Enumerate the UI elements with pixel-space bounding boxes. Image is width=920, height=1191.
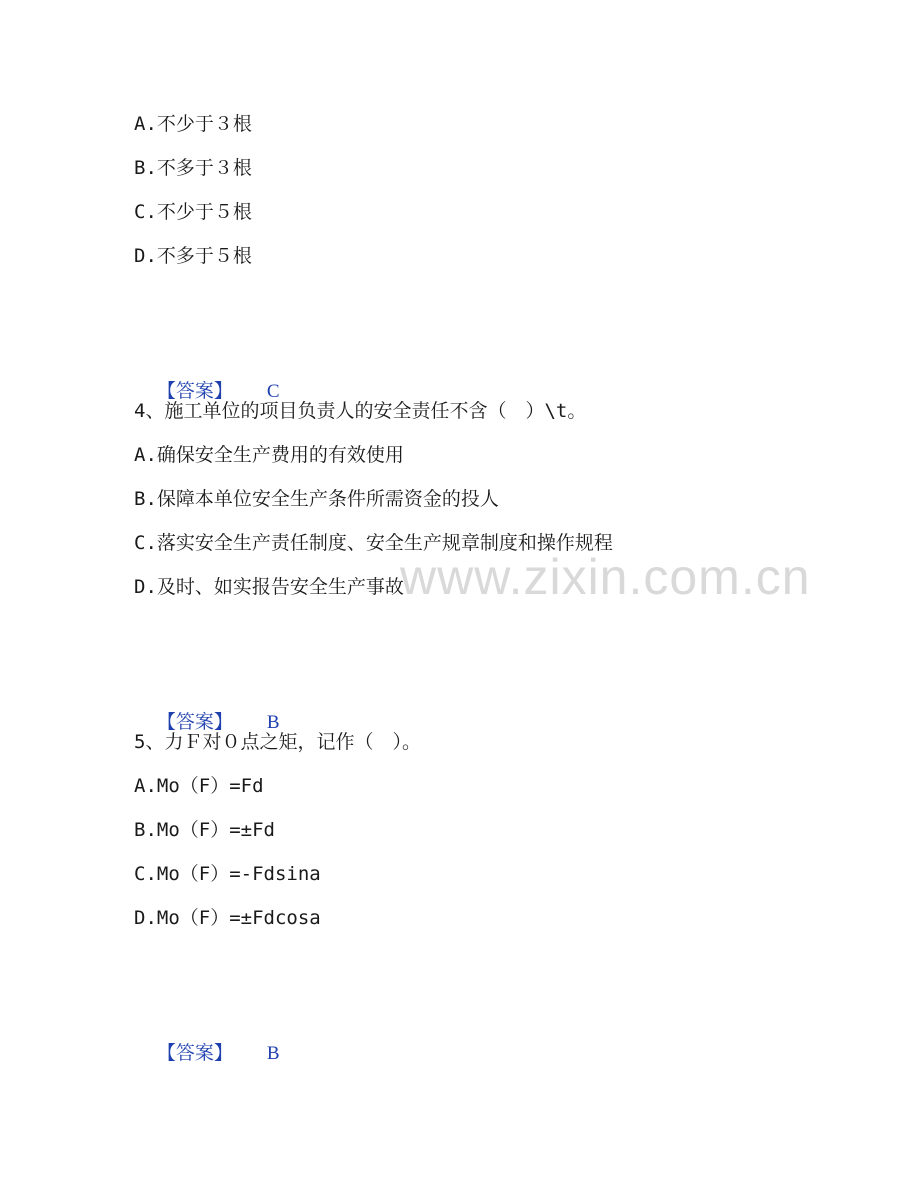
answer-tag: 【答案】 — [156, 380, 233, 402]
q5-stem: 5、力Ｆ对０点之矩，记作（ ）。 — [134, 731, 421, 753]
q4-option-a: A.确保安全生产费用的有效使用 — [134, 444, 404, 466]
answer-tag: 【答案】 — [156, 1042, 233, 1064]
q4-option-c: C.落实安全生产责任制度、安全生产规章制度和操作规程 — [134, 532, 613, 554]
q5-option-b: B.Mo（F）=±Fd — [134, 819, 275, 841]
q3-option-d: D.不多于５根 — [134, 245, 252, 267]
answer-value: B — [266, 1043, 280, 1064]
q5-option-c: C.Mo（F）=-Fdsina — [134, 863, 321, 885]
q3-option-c: C.不少于５根 — [134, 201, 252, 223]
q3-answer — [134, 355, 280, 404]
answer-value: C — [266, 381, 280, 402]
answer-value: B — [266, 712, 280, 733]
q4-stem: 4、施工单位的项目负责人的安全责任不含（ ）\t。 — [134, 400, 587, 422]
q4-answer — [134, 686, 280, 735]
q3-option-b: B.不多于３根 — [134, 157, 252, 179]
q4-option-d: D.及时、如实报告安全生产事故 — [134, 576, 404, 598]
q5-answer — [134, 1017, 280, 1066]
q3-option-a: A.不少于３根 — [134, 113, 252, 135]
q4-option-b: B.保障本单位安全生产条件所需资金的投人 — [134, 488, 499, 510]
q5-option-a: A.Mo（F）=Fd — [134, 775, 264, 797]
q5-option-d: D.Mo（F）=±Fdcosa — [134, 907, 321, 929]
watermark: www.zixin.com.cn — [400, 549, 811, 605]
answer-tag: 【答案】 — [156, 711, 233, 733]
